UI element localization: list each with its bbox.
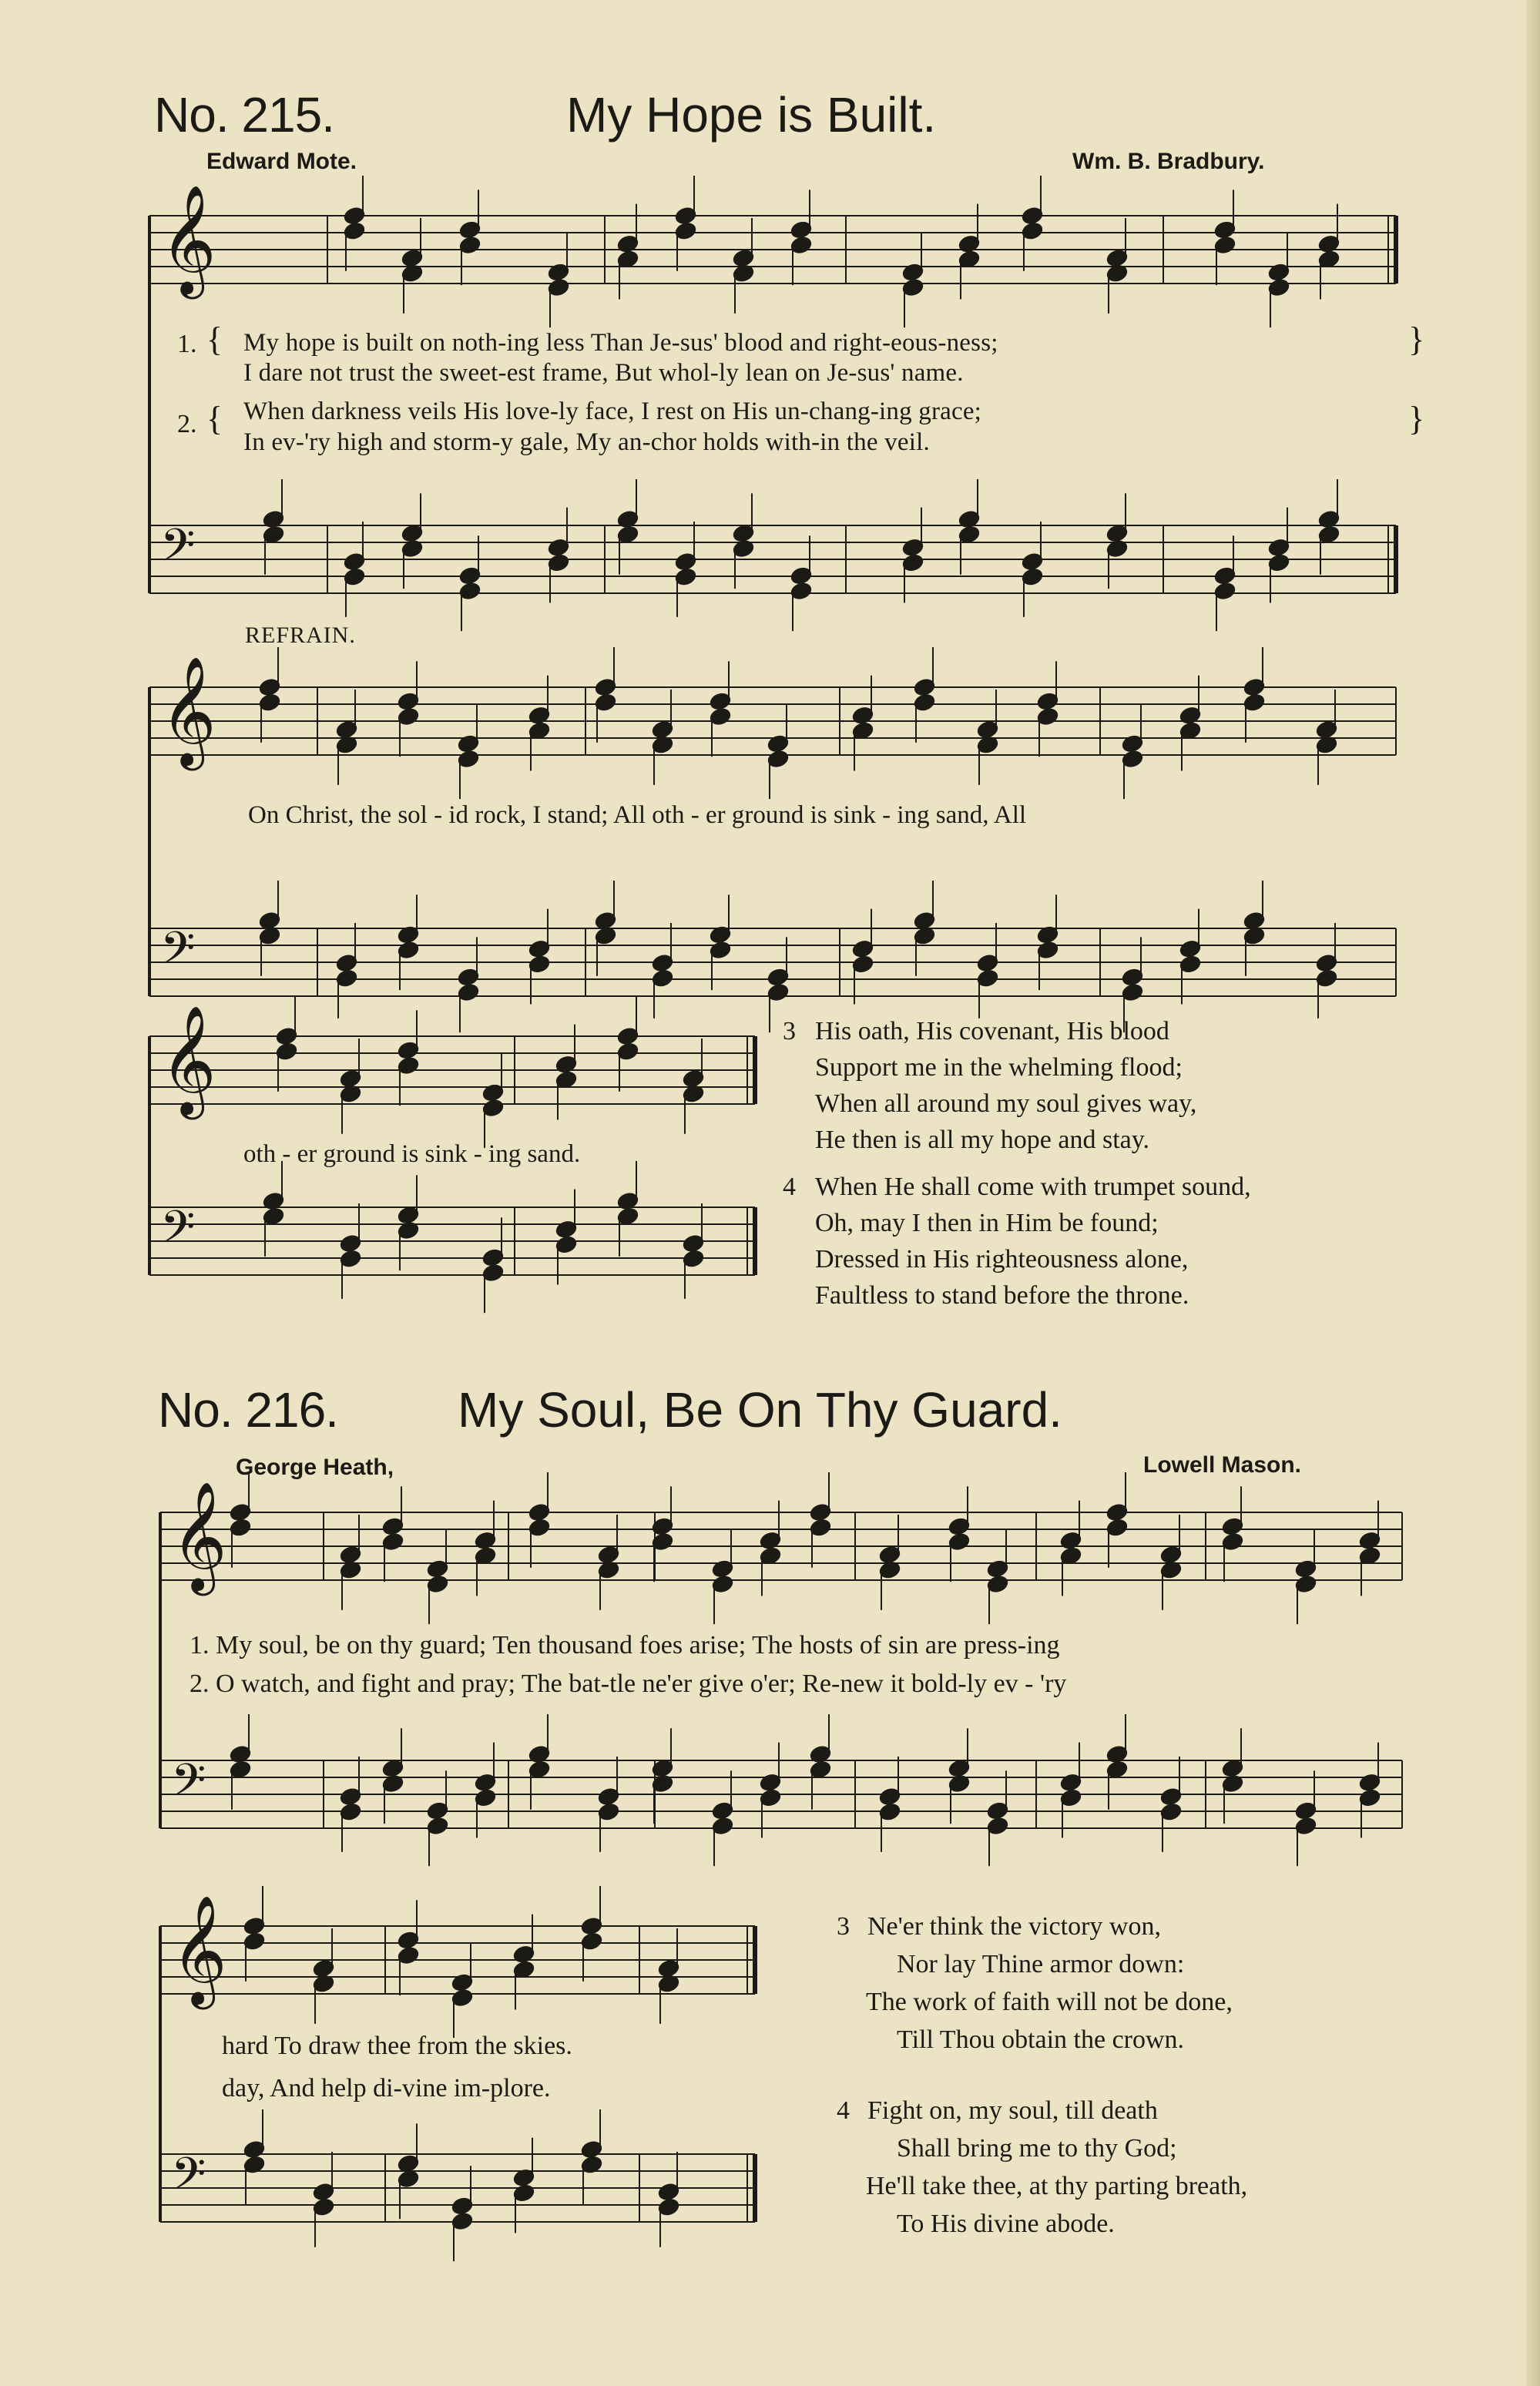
h215-sys2-treble-note: [1243, 678, 1265, 696]
h216-sys1-bass-note: [340, 1787, 361, 1806]
h216-sys1-treble-note: [1060, 1546, 1082, 1565]
verse-2-line-1: When darkness veils His love-ly face, I rest on His un-chang-ing grace;: [243, 398, 982, 425]
h216-sys1-bass-note: [987, 1801, 1008, 1820]
h215-sys1-bass-note: [344, 552, 365, 571]
h215-sys1-treble-note: [958, 250, 980, 268]
h215-sys2-treble-note: [259, 693, 280, 712]
h215-sys2-bass-note: [852, 940, 874, 958]
h216-sys1-bass-note: [598, 1803, 619, 1821]
h215-sys2-treble-note: [977, 720, 998, 739]
hymn-215-composer: Wm. B. Bradbury.: [1072, 149, 1265, 174]
h216-sys1-treble-note: [987, 1559, 1008, 1578]
h216-sys2-treble-note: [513, 1945, 535, 1964]
h216-sys1-treble-note: [382, 1532, 404, 1551]
hymn-215-number: No. 215.: [154, 87, 334, 143]
h216-sys1-bass-note: [475, 1788, 496, 1807]
hymn-216-stanza-4-line-1: Fight on, my soul, till death: [867, 2096, 1158, 2125]
h216-sys1-bass-clef: 𝄢: [171, 1754, 206, 1818]
h215-sys3-bass-note: [263, 1207, 284, 1226]
h215-sys2-treble-note: [595, 693, 616, 712]
h216-sys1-treble-note: [1359, 1532, 1381, 1550]
verse-1-line-1: My hope is built on noth-ing less Than Je-sus' blood and right-eous-ness;: [243, 329, 998, 357]
h215-sys1-bass-clef: 𝄢: [160, 519, 196, 583]
h215-sys3-treble-note: [482, 1083, 504, 1102]
h215-sys2-treble-clef: 𝄞: [160, 656, 216, 767]
h215-sys2-treble-note: [914, 693, 935, 712]
h216-sys2-treble-note: [581, 1932, 602, 1951]
h215-sys1-bass-note: [790, 582, 812, 600]
h215-sys2-bass-note: [595, 927, 616, 945]
h215-sys1-treble-note: [617, 235, 639, 253]
h215-sys1-treble-note: [548, 278, 569, 297]
h215-sys1-bass-note: [263, 525, 284, 544]
h216-sys1-treble-note: [1222, 1532, 1243, 1551]
h215-sys2-bass-note: [1243, 927, 1265, 945]
h215-sys1-bass-note: [1268, 553, 1290, 572]
h216-sys1-treble-note: [1295, 1559, 1317, 1578]
h215-sys1-treble-note: [548, 263, 569, 281]
h215-sys2-treble-note: [398, 707, 419, 726]
h216-sys1-bass-note: [879, 1787, 901, 1806]
h216-sys2-bass-note: [313, 2183, 334, 2201]
h216-sys1-treble-note: [760, 1532, 781, 1550]
stanza-3-line-1: His oath, His covenant, His blood: [815, 1017, 1169, 1045]
h215-sys1-treble-note: [675, 222, 696, 240]
h216-sys1-bass-note: [879, 1803, 901, 1821]
h215-sys1-bass-note: [459, 566, 481, 585]
h216-sys1-treble-note: [340, 1545, 361, 1564]
h216-sys1-bass-note: [1160, 1803, 1182, 1821]
stanza-4-line-1: When He shall come with trumpet sound,: [815, 1173, 1251, 1201]
h215-sys1-treble-note: [1318, 235, 1340, 253]
h215-sys1-bass-note: [459, 582, 481, 600]
verse-2-marker: 2.: [177, 410, 197, 438]
h215-sys3-bass-note: [340, 1250, 361, 1268]
hymn-216-stanza-3-line-4: Till Thou obtain the crown.: [897, 2025, 1185, 2054]
h215-sys2-bass-note: [1122, 983, 1143, 1002]
h215-sys1-treble-note: [1268, 263, 1290, 281]
h215-sys2-bass-note: [767, 983, 789, 1002]
h215-sys1-treble-note: [401, 249, 423, 267]
h215-sys1-treble-note: [1214, 236, 1236, 254]
h215-sys2-bass-note: [1122, 968, 1143, 986]
h215-sys3-treble-note: [617, 1027, 639, 1045]
h215-sys2-treble-note: [767, 750, 789, 768]
h215-sys2-treble-note: [1179, 706, 1201, 725]
h216-sys2-treble-note: [243, 1917, 265, 1935]
stanza-4-line-2: Oh, may I then in Him be found;: [815, 1209, 1159, 1237]
h215-sys1-bass-note: [1022, 552, 1043, 571]
h215-sys3-treble-clef: 𝄞: [160, 1005, 216, 1116]
hymn-216-stanza-3-line-2: Nor lay Thine armor down:: [897, 1950, 1185, 1978]
h216-sys2-treble-note: [313, 1959, 334, 1978]
h216-sys1-bass-note: [598, 1787, 619, 1806]
h216-sys1-treble-note: [475, 1532, 496, 1550]
h215-sys1-treble-note: [617, 250, 639, 268]
h215-sys1-treble-note: [902, 278, 924, 297]
h215-sys3-treble-note: [276, 1027, 297, 1045]
h215-sys3-bass-note: [482, 1248, 504, 1267]
refrain-lyric-line-2: oth - er ground is sink - ing sand.: [243, 1140, 581, 1168]
h215-sys2-bass-note: [914, 911, 935, 930]
h215-sys2-bass-note: [336, 954, 357, 972]
h216-sys1-bass-note: [528, 1760, 550, 1779]
h216-sys1-bass-note: [1295, 1817, 1317, 1835]
h215-sys2-bass-note: [852, 955, 874, 973]
h215-sys2-bass-note: [977, 954, 998, 972]
h216-sys2-treble-note: [398, 1946, 419, 1965]
h215-sys3-treble-note: [340, 1069, 361, 1088]
hymn-216-ending-2: day, And help di-vine im-plore.: [222, 2074, 551, 2102]
h216-sys1-bass-note: [1359, 1788, 1381, 1807]
h216-sys1-bass-note: [987, 1817, 1008, 1835]
h216-sys1-bass-note: [760, 1774, 781, 1792]
h215-sys2-bass-note: [398, 941, 419, 959]
h215-sys1-bass-note: [733, 524, 754, 542]
h216-sys1-bass-note: [948, 1759, 970, 1777]
h216-sys2-treble-note: [513, 1960, 535, 1978]
h215-sys2-treble-note: [1316, 720, 1337, 739]
stanza-3-line-4: He then is all my hope and stay.: [815, 1126, 1150, 1154]
h215-sys2-bass-note: [1316, 954, 1337, 972]
brace: {: [206, 400, 223, 438]
h215-sys1-bass-note: [1214, 582, 1236, 600]
h215-sys2-treble-note: [528, 706, 550, 725]
h215-sys1-treble-note: [790, 236, 812, 254]
h216-sys1-treble-note: [427, 1575, 448, 1593]
h215-sys1-bass-note: [548, 553, 569, 572]
h215-sys1-bass-note: [675, 568, 696, 586]
h215-sys2-bass-note: [528, 955, 550, 973]
hymn-216-stanza-4-line-4: To His divine abode.: [897, 2210, 1115, 2238]
hymn-216-author: George Heath,: [236, 1455, 394, 1480]
h216-sys1-treble-note: [712, 1575, 733, 1593]
h215-sys2-bass-note: [595, 911, 616, 930]
h215-sys2-bass-note: [914, 927, 935, 945]
h215-sys1-treble-note: [1022, 206, 1043, 225]
h216-sys1-bass-note: [382, 1759, 404, 1777]
h215-sys1-treble-note: [459, 220, 481, 239]
h216-sys1-bass-note: [427, 1817, 448, 1835]
stanza-4-line-3: Dressed in His righteousness alone,: [815, 1245, 1189, 1274]
h216-sys1-treble-clef: 𝄞: [171, 1481, 227, 1592]
verse-1-marker: 1.: [177, 330, 197, 358]
h216-sys1-treble-note: [382, 1517, 404, 1535]
h216-sys2-bass-note: [658, 2183, 679, 2201]
h215-sys2-treble-note: [398, 692, 419, 710]
h216-sys1-treble-note: [230, 1503, 251, 1522]
h216-sys2-bass-note: [513, 2183, 535, 2202]
h215-sys2-bass-note: [1179, 955, 1201, 973]
h215-sys3-bass-clef: 𝄢: [160, 1201, 196, 1265]
h216-sys1-treble-note: [712, 1559, 733, 1578]
h215-sys2-bass-note: [977, 969, 998, 988]
h215-sys1-bass-note: [401, 524, 423, 542]
h215-sys2-treble-note: [1122, 734, 1143, 753]
h215-sys3-treble-note: [683, 1069, 704, 1088]
h215-sys3-treble-note: [555, 1070, 577, 1089]
h215-sys3-bass-note: [683, 1234, 704, 1253]
hymn-216-stanza-3-number: 3: [837, 1912, 850, 1941]
h216-sys1-treble-note: [1106, 1519, 1128, 1537]
h215-sys3-bass-note: [683, 1250, 704, 1268]
stanza-3-line-2: Support me in the whelming flood;: [815, 1053, 1183, 1082]
h215-sys2-bass-note: [528, 940, 550, 958]
hymn-216-verse-2: 2. O watch, and fight and pray; The bat-tle ne'er give o'er; Re-new it bold-ly ev - 'ry: [190, 1670, 1067, 1698]
h215-sys1-treble-note: [344, 206, 365, 225]
h215-sys1-treble-note: [958, 235, 980, 253]
brace: }: [1408, 320, 1425, 358]
h216-sys1-bass-note: [760, 1788, 781, 1807]
h215-sys1-bass-note: [1022, 568, 1043, 586]
hymn-216-verse-1: 1. My soul, be on thy guard; Ten thousand foes arise; The hosts of sin are press-ing: [190, 1631, 1060, 1659]
h216-sys1-treble-note: [528, 1519, 550, 1537]
verse-2-line-2: In ev-'ry high and storm-y gale, My an-chor holds with-in the veil.: [243, 428, 930, 456]
hymn-216-stanza-4-line-2: Shall bring me to thy God;: [897, 2134, 1177, 2163]
h215-sys2-treble-note: [1037, 692, 1059, 710]
h215-sys2-bass-note: [259, 927, 280, 945]
h215-sys1-bass-note: [1318, 525, 1340, 544]
h216-sys2-treble-note: [658, 1959, 679, 1978]
h215-sys1-treble-note: [1268, 278, 1290, 297]
h216-sys1-treble-note: [1160, 1545, 1182, 1564]
h215-sys3-treble-note: [617, 1042, 639, 1061]
h215-sys1-treble-note: [733, 249, 754, 267]
h216-sys1-treble-note: [427, 1559, 448, 1578]
h216-sys2-bass-note: [313, 2198, 334, 2217]
h216-sys1-treble-note: [810, 1519, 831, 1537]
h215-sys2-bass-note: [336, 969, 357, 988]
h215-sys2-treble-note: [1122, 750, 1143, 768]
h216-sys1-treble-note: [230, 1519, 251, 1537]
h216-sys1-treble-note: [475, 1546, 496, 1565]
h215-sys1-treble-clef: 𝄞: [160, 184, 216, 295]
h215-sys3-treble-note: [482, 1099, 504, 1117]
h215-sys1-bass-note: [902, 539, 924, 557]
h215-sys2-bass-note: [259, 911, 280, 930]
h216-sys1-treble-note: [948, 1532, 970, 1551]
h215-sys1-treble-note: [902, 263, 924, 281]
h216-sys1-bass-note: [1060, 1774, 1082, 1792]
h215-sys3-treble-note: [398, 1056, 419, 1075]
h216-sys2-bass-clef: 𝄢: [171, 2148, 206, 2212]
h215-sys3-bass-note: [398, 1206, 419, 1224]
h216-sys2-treble-note: [243, 1932, 265, 1951]
h215-sys1-bass-note: [548, 539, 569, 557]
h216-sys2-treble-note: [581, 1917, 602, 1935]
hymn-216-stanza-4-number: 4: [837, 2096, 850, 2125]
h215-sys2-treble-note: [528, 721, 550, 740]
h215-sys3-bass-note: [555, 1220, 577, 1239]
h216-sys2-bass-note: [658, 2198, 679, 2217]
h215-sys2-treble-note: [595, 678, 616, 696]
h215-sys2-treble-note: [852, 721, 874, 740]
brace: }: [1408, 400, 1425, 438]
h215-sys1-bass-note: [1106, 524, 1128, 542]
h216-sys1-bass-note: [1160, 1787, 1182, 1806]
h215-sys3-bass-note: [340, 1234, 361, 1253]
h216-sys1-bass-note: [1222, 1759, 1243, 1777]
h216-sys1-treble-note: [760, 1546, 781, 1565]
h216-sys1-bass-note: [340, 1803, 361, 1821]
hymn-216-stanza-4-line-3: He'll take thee, at thy parting breath,: [866, 2172, 1248, 2200]
h215-sys2-bass-clef: 𝄢: [160, 922, 196, 986]
h215-sys1-bass-note: [344, 568, 365, 586]
hymn-216-composer: Lowell Mason.: [1143, 1452, 1302, 1478]
h216-sys1-bass-note: [1359, 1774, 1381, 1792]
h215-sys2-treble-note: [710, 707, 731, 726]
h215-sys1-bass-note: [958, 525, 980, 544]
h215-sys2-treble-note: [710, 692, 731, 710]
h215-sys1-treble-note: [459, 236, 481, 254]
stanza-4-number: 4: [783, 1173, 796, 1201]
h216-sys1-treble-note: [810, 1503, 831, 1522]
h215-sys2-bass-note: [710, 941, 731, 959]
h215-sys2-treble-note: [458, 750, 479, 768]
h216-sys1-bass-note: [712, 1801, 733, 1820]
h215-sys1-treble-note: [675, 206, 696, 225]
h216-sys2-bass-note: [398, 2170, 419, 2188]
h215-sys1-treble-note: [790, 220, 812, 239]
h215-sys1-bass-note: [902, 553, 924, 572]
h216-sys1-bass-note: [427, 1801, 448, 1820]
h215-sys2-treble-note: [336, 720, 357, 739]
h216-sys1-bass-note: [1295, 1801, 1317, 1820]
h216-sys1-treble-note: [598, 1545, 619, 1564]
h216-sys1-bass-note: [810, 1760, 831, 1779]
h216-sys2-treble-note: [451, 1988, 473, 2007]
stanza-3-line-3: When all around my soul gives way,: [815, 1089, 1197, 1118]
h215-sys2-treble-note: [767, 734, 789, 753]
h215-sys2-treble-note: [1037, 707, 1059, 726]
h216-sys1-treble-note: [1106, 1503, 1128, 1522]
h216-sys1-treble-note: [1060, 1532, 1082, 1550]
h216-sys1-treble-note: [1295, 1575, 1317, 1593]
h215-sys2-treble-note: [458, 734, 479, 753]
h215-sys2-bass-note: [652, 954, 673, 972]
verse-1-line-2: I dare not trust the sweet-est frame, But whol-ly lean on Je-sus' name.: [243, 359, 964, 387]
h216-sys2-bass-note: [451, 2196, 473, 2215]
h215-sys3-bass-note: [555, 1235, 577, 1253]
h215-sys2-treble-note: [259, 678, 280, 696]
h216-sys1-treble-note: [987, 1575, 1008, 1593]
h216-sys2-bass-note: [581, 2140, 602, 2159]
h215-sys1-bass-note: [617, 525, 639, 544]
h216-sys1-treble-note: [528, 1503, 550, 1522]
hymn-215-author: Edward Mote.: [206, 149, 357, 174]
h215-sys2-bass-note: [1179, 940, 1201, 958]
h215-sys2-treble-note: [652, 720, 673, 739]
hymn-216-stanza-3-line-1: Ne'er think the victory won,: [867, 1912, 1161, 1941]
h215-sys1-treble-note: [1318, 250, 1340, 268]
h216-sys1-bass-note: [1106, 1760, 1128, 1779]
h215-sys1-bass-note: [1268, 539, 1290, 557]
h215-sys2-bass-note: [458, 983, 479, 1002]
h215-sys1-treble-note: [344, 222, 365, 240]
stanza-4-line-4: Faultless to stand before the throne.: [815, 1281, 1189, 1310]
h215-sys2-bass-note: [458, 968, 479, 986]
stanza-3-number: 3: [783, 1017, 796, 1045]
h216-sys1-bass-note: [230, 1760, 251, 1779]
h215-sys2-bass-note: [1037, 941, 1059, 959]
h215-sys1-treble-note: [1022, 222, 1043, 240]
brace: {: [206, 320, 223, 358]
refrain-label: REFRAIN.: [245, 623, 356, 648]
h215-sys2-bass-note: [767, 968, 789, 986]
h216-sys2-bass-note: [451, 2212, 473, 2230]
hymn-216-number: No. 216.: [158, 1382, 338, 1438]
h216-sys1-treble-note: [879, 1545, 901, 1564]
h215-sys3-treble-note: [398, 1041, 419, 1059]
h215-sys2-treble-note: [1179, 721, 1201, 740]
h215-sys1-bass-note: [675, 552, 696, 571]
h216-sys2-bass-note: [243, 2140, 265, 2159]
h215-sys2-bass-note: [1316, 969, 1337, 988]
h216-sys2-treble-note: [398, 1931, 419, 1949]
hymn-215-title: My Hope is Built.: [566, 87, 937, 143]
h216-sys2-bass-note: [398, 2154, 419, 2173]
h216-sys2-treble-clef: 𝄞: [171, 1894, 227, 2005]
h215-sys2-treble-note: [914, 678, 935, 696]
h215-sys3-bass-note: [482, 1263, 504, 1282]
hymn-216-ending-1: hard To draw thee from the skies.: [222, 2032, 572, 2060]
hymn-216-stanza-3-line-3: The work of faith will not be done,: [866, 1988, 1233, 2016]
h215-sys1-treble-note: [1214, 220, 1236, 239]
h216-sys1-treble-note: [1222, 1517, 1243, 1535]
h215-sys1-treble-note: [1106, 249, 1128, 267]
h215-sys1-bass-note: [1214, 566, 1236, 585]
h216-sys1-treble-note: [948, 1517, 970, 1535]
h215-sys3-treble-note: [276, 1042, 297, 1061]
h216-sys1-treble-note: [1359, 1546, 1381, 1565]
h216-sys1-bass-note: [475, 1774, 496, 1792]
h215-sys3-bass-note: [617, 1207, 639, 1226]
refrain-lyric-line-1: On Christ, the sol - id rock, I stand; All oth - er ground is sink - ing sand, All: [248, 801, 1027, 829]
h216-sys2-treble-note: [451, 1973, 473, 1992]
h216-sys1-bass-note: [712, 1817, 733, 1835]
h216-sys1-bass-note: [1060, 1788, 1082, 1807]
h215-sys1-bass-note: [790, 566, 812, 585]
h215-sys2-bass-note: [652, 969, 673, 988]
hymn-216-title: My Soul, Be On Thy Guard.: [458, 1382, 1062, 1438]
h215-sys3-treble-note: [555, 1055, 577, 1074]
h215-sys2-treble-note: [1243, 693, 1265, 712]
h215-sys2-bass-note: [1243, 911, 1265, 930]
h215-sys2-treble-note: [852, 706, 874, 725]
